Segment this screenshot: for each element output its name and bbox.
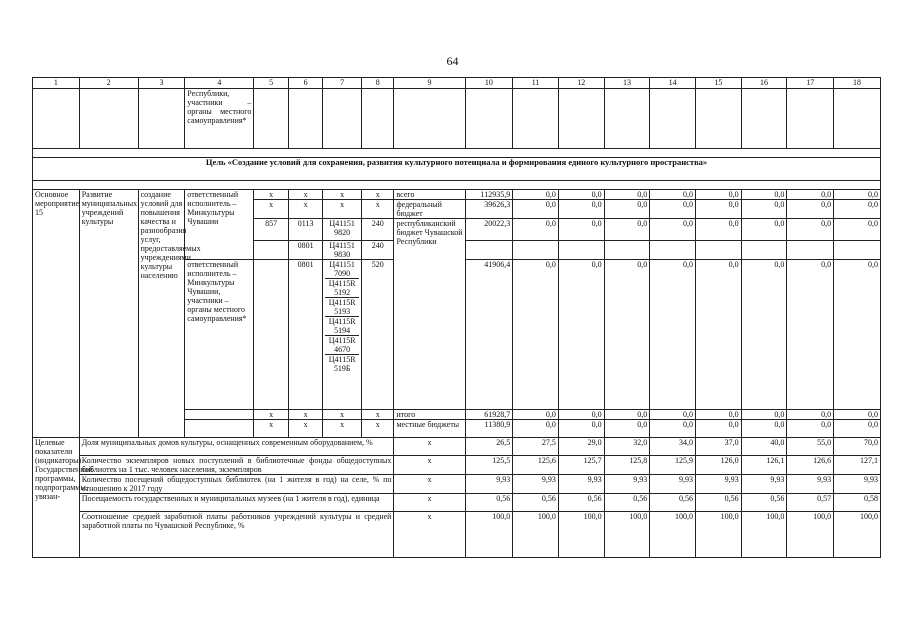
target-article-code: Ц4115R 5192 [325, 279, 359, 298]
grbs-code: x [254, 200, 289, 219]
indicator-value: 100,0 [787, 512, 834, 558]
target-article-codes [323, 260, 362, 410]
grbs-code: 857 [254, 219, 289, 241]
indicator-value: 26,5 [465, 438, 513, 456]
target-article-code: Ц41151 9830 [323, 241, 362, 260]
empty-cell [695, 241, 741, 260]
empty-cell [513, 241, 559, 260]
indicator-marker: x [394, 475, 465, 494]
indicator-value: 27,5 [513, 438, 559, 456]
year-value: 0,0 [787, 410, 834, 420]
header-cell: 2 [79, 78, 138, 89]
year-value: 0,0 [834, 420, 881, 438]
year-value: 0,0 [604, 200, 650, 219]
target-article-code: x [323, 410, 362, 420]
header-cell: 16 [741, 78, 787, 89]
empty-cell [254, 89, 289, 149]
indicator-value: 100,0 [513, 512, 559, 558]
indicator-value: 0,58 [834, 494, 881, 512]
indicator-value: 0,56 [604, 494, 650, 512]
indicator-marker: x [394, 456, 465, 475]
spacer-row [33, 181, 881, 190]
expense-type-code: x [361, 420, 393, 438]
indicator-name: Количество экземпляров новых поступлений в библиотечные фонды общедоступных библиотек на 1 тыс. человек населения, экземпляров [79, 456, 394, 475]
indicator-row [33, 438, 881, 456]
empty-cell [741, 241, 787, 260]
year-value: 0,0 [513, 219, 559, 241]
funding-source: местные бюджеты [394, 420, 465, 438]
indicator-value: 9,93 [558, 475, 604, 494]
funding-source: итого [394, 410, 465, 420]
indicator-value: 125,7 [558, 456, 604, 475]
measure-code: Основное мероприятие 15 [33, 190, 80, 438]
measure-title: Развитие муниципальных учреждений культуры [79, 190, 138, 438]
target-article-code: x [323, 420, 362, 438]
year-value: 0,0 [695, 420, 741, 438]
indicator-value: 40,0 [741, 438, 787, 456]
header-cell: 5 [254, 78, 289, 89]
indicator-value: 0,56 [695, 494, 741, 512]
measure-row [33, 190, 881, 200]
year-value: 0,0 [513, 410, 559, 420]
measure-goal: создание условий для повышения качества и разнообразия услуг, предоставляемых учреждениями культуры населению [138, 190, 185, 438]
empty-cell [254, 241, 289, 260]
header-cell: 4 [185, 78, 254, 89]
header-cell: 13 [604, 78, 650, 89]
indicator-marker: x [394, 512, 465, 558]
empty-cell [787, 89, 834, 149]
year-value: 0,0 [513, 200, 559, 219]
header-cell: 11 [513, 78, 559, 89]
year-value: 0,0 [604, 420, 650, 438]
empty-cell [185, 410, 254, 420]
empty-cell [323, 89, 362, 149]
year-value: 0,0 [695, 410, 741, 420]
expense-type-code: x [361, 190, 393, 200]
year-value: 0,0 [650, 219, 696, 241]
year-value: 0,0 [741, 190, 787, 200]
section-code: x [288, 190, 323, 200]
year-value: 0,0 [650, 260, 696, 410]
indicator-value: 126,6 [787, 456, 834, 475]
year-value: 0,0 [513, 420, 559, 438]
empty-cell [558, 241, 604, 260]
indicator-row [33, 494, 881, 512]
indicator-value: 125,6 [513, 456, 559, 475]
responsible-executor: ответственный исполнитель – Минкультуры Чувашии [185, 190, 254, 260]
empty-cell [79, 89, 138, 149]
header-cell: 9 [394, 78, 465, 89]
section-code: 0801 [288, 260, 323, 410]
grbs-code: x [254, 410, 289, 420]
header-cell: 8 [361, 78, 393, 89]
indicator-value: 70,0 [834, 438, 881, 456]
continuation-row [33, 89, 881, 149]
year-value: 0,0 [741, 200, 787, 219]
grbs-code: x [254, 420, 289, 438]
expense-type-code: x [361, 200, 393, 219]
year-value: 0,0 [741, 420, 787, 438]
indicator-value: 0,56 [513, 494, 559, 512]
funding-source: федеральный бюджет [394, 200, 465, 219]
year-value: 0,0 [695, 190, 741, 200]
page-number: 64 [446, 54, 459, 68]
year-value: 0,0 [558, 200, 604, 219]
indicator-value: 0,56 [558, 494, 604, 512]
year-value: 41906,4 [465, 260, 513, 410]
empty-cell [650, 89, 696, 149]
empty-cell [361, 89, 393, 149]
target-article-code: Ц41151 9820 [323, 219, 362, 241]
indicator-value: 32,0 [604, 438, 650, 456]
indicator-value: 0,57 [787, 494, 834, 512]
section-code: x [288, 200, 323, 219]
indicator-row [33, 512, 881, 558]
year-value: 0,0 [558, 219, 604, 241]
header-cell: 14 [650, 78, 696, 89]
section-code: 0113 [288, 219, 323, 241]
indicator-value: 9,93 [834, 475, 881, 494]
section-code: x [288, 410, 323, 420]
empty-cell [288, 89, 323, 149]
indicator-value: 100,0 [558, 512, 604, 558]
empty-cell [513, 89, 559, 149]
empty-cell [394, 89, 465, 149]
year-value: 0,0 [741, 219, 787, 241]
indicator-value: 0,56 [465, 494, 513, 512]
indicator-value: 34,0 [650, 438, 696, 456]
indicator-value: 100,0 [650, 512, 696, 558]
indicator-value: 9,93 [787, 475, 834, 494]
indicator-value: 9,93 [513, 475, 559, 494]
header-cell: 6 [288, 78, 323, 89]
goal-row [33, 158, 881, 181]
year-value: 112935,9 [465, 190, 513, 200]
year-value: 0,0 [558, 190, 604, 200]
year-value: 0,0 [787, 190, 834, 200]
expense-type-code: x [361, 410, 393, 420]
target-article-code: x [323, 190, 362, 200]
header-cell: 17 [787, 78, 834, 89]
funding-source: всего [394, 190, 465, 200]
year-value: 0,0 [558, 420, 604, 438]
indicator-value: 100,0 [741, 512, 787, 558]
indicator-row [33, 475, 881, 494]
indicator-value: 55,0 [787, 438, 834, 456]
target-article-code: x [323, 200, 362, 219]
header-cell: 3 [138, 78, 185, 89]
indicator-value: 9,93 [695, 475, 741, 494]
year-value: 0,0 [695, 260, 741, 410]
empty-cell [650, 241, 696, 260]
responsible-executor: ответственный исполнитель – Минкультуры Чувашии, участники – органы местного самоуправления* [185, 260, 254, 410]
expense-type-code: 240 [361, 219, 393, 241]
year-value: 0,0 [650, 200, 696, 219]
empty-cell [741, 89, 787, 149]
indicator-value: 29,0 [558, 438, 604, 456]
section-code: x [288, 420, 323, 438]
target-article-code: Ц4115R 5193 [325, 298, 359, 317]
indicators-label: Целевые показатели (индикаторы) Государственной программы, подпрограммы, увязан- [33, 438, 80, 558]
header-cell: 18 [834, 78, 881, 89]
header-cell: 10 [465, 78, 513, 89]
year-value: 0,0 [604, 260, 650, 410]
indicator-value: 100,0 [465, 512, 513, 558]
indicator-value: 126,0 [695, 456, 741, 475]
target-article-code: Ц4115R 4670 [325, 336, 359, 355]
year-value: 0,0 [834, 219, 881, 241]
indicator-value: 100,0 [695, 512, 741, 558]
indicator-value: 9,93 [741, 475, 787, 494]
year-value: 0,0 [787, 420, 834, 438]
target-article-code: Ц4115R 5194 [325, 317, 359, 336]
year-value: 0,0 [695, 200, 741, 219]
expense-type-code: 520 [361, 260, 393, 410]
year-value: 61928,7 [465, 410, 513, 420]
indicator-name: Соотношение средней заработной платы работников учреждений культуры и средней заработной платы по Чувашской Республике, % [79, 512, 394, 558]
empty-cell [138, 89, 185, 149]
empty-cell [558, 89, 604, 149]
funding-source: республиканский бюджет Чувашской Республики [394, 219, 465, 410]
year-value: 11380,9 [465, 420, 513, 438]
continuation-text: Республики, участники – органы местного самоуправления* [185, 89, 254, 149]
header-cell: 15 [695, 78, 741, 89]
year-value: 0,0 [558, 260, 604, 410]
header-cell: 1 [33, 78, 80, 89]
indicator-value: 37,0 [695, 438, 741, 456]
year-value: 0,0 [834, 260, 881, 410]
goal-title: Цель «Создание условий для сохранения, развития культурного потенциала и формирования единого культурного пространства» [33, 158, 881, 181]
indicator-value: 0,56 [741, 494, 787, 512]
year-value: 0,0 [834, 190, 881, 200]
year-value: 20022,3 [465, 219, 513, 241]
year-value: 0,0 [604, 190, 650, 200]
empty-cell [33, 89, 80, 149]
indicator-value: 127,1 [834, 456, 881, 475]
indicator-marker: x [394, 494, 465, 512]
expense-type-code: 240 [361, 241, 393, 260]
header-cell: 12 [558, 78, 604, 89]
empty-cell [834, 241, 881, 260]
year-value: 0,0 [604, 219, 650, 241]
year-value: 0,0 [834, 410, 881, 420]
indicator-value: 0,56 [650, 494, 696, 512]
header-cell: 7 [323, 78, 362, 89]
indicator-value: 9,93 [604, 475, 650, 494]
empty-cell [604, 89, 650, 149]
indicator-value: 9,93 [465, 475, 513, 494]
target-article-code: Ц4115R 519Б [328, 355, 356, 373]
year-value: 39626,3 [465, 200, 513, 219]
empty-cell [695, 89, 741, 149]
empty-cell [834, 89, 881, 149]
header-row [33, 78, 881, 89]
empty-cell [787, 241, 834, 260]
year-value: 0,0 [741, 410, 787, 420]
indicator-row [33, 456, 881, 475]
year-value: 0,0 [834, 200, 881, 219]
empty-cell [604, 241, 650, 260]
year-value: 0,0 [604, 410, 650, 420]
year-value: 0,0 [558, 410, 604, 420]
indicator-value: 100,0 [604, 512, 650, 558]
indicator-value: 126,1 [741, 456, 787, 475]
year-value: 0,0 [650, 410, 696, 420]
indicator-value: 125,5 [465, 456, 513, 475]
program-table [32, 77, 881, 558]
empty-cell [465, 241, 513, 260]
year-value: 0,0 [513, 260, 559, 410]
empty-cell [254, 260, 289, 410]
section-code: 0801 [288, 241, 323, 260]
year-value: 0,0 [650, 190, 696, 200]
year-value: 0,0 [787, 219, 834, 241]
year-value: 0,0 [695, 219, 741, 241]
target-article-code: Ц41151 7090 [325, 260, 359, 279]
indicator-value: 125,8 [604, 456, 650, 475]
indicator-value: 100,0 [834, 512, 881, 558]
indicator-value: 125,9 [650, 456, 696, 475]
indicator-name: Доля муниципальных домов культуры, оснащенных современным оборудованием, % [79, 438, 394, 456]
indicator-name: Количество посещений общедоступных библиотек (на 1 жителя в год) на селе, % по отношению к 2017 году [79, 475, 394, 494]
year-value: 0,0 [787, 200, 834, 219]
indicator-marker: x [394, 438, 465, 456]
year-value: 0,0 [741, 260, 787, 410]
empty-cell [185, 420, 254, 438]
grbs-code: x [254, 190, 289, 200]
year-value: 0,0 [650, 420, 696, 438]
indicator-value: 9,93 [650, 475, 696, 494]
year-value: 0,0 [787, 260, 834, 410]
indicator-name: Посещаемость государственных и муниципальных музеев (на 1 жителя в год), единица [79, 494, 394, 512]
year-value: 0,0 [513, 190, 559, 200]
spacer [33, 181, 881, 190]
empty-cell [465, 89, 513, 149]
